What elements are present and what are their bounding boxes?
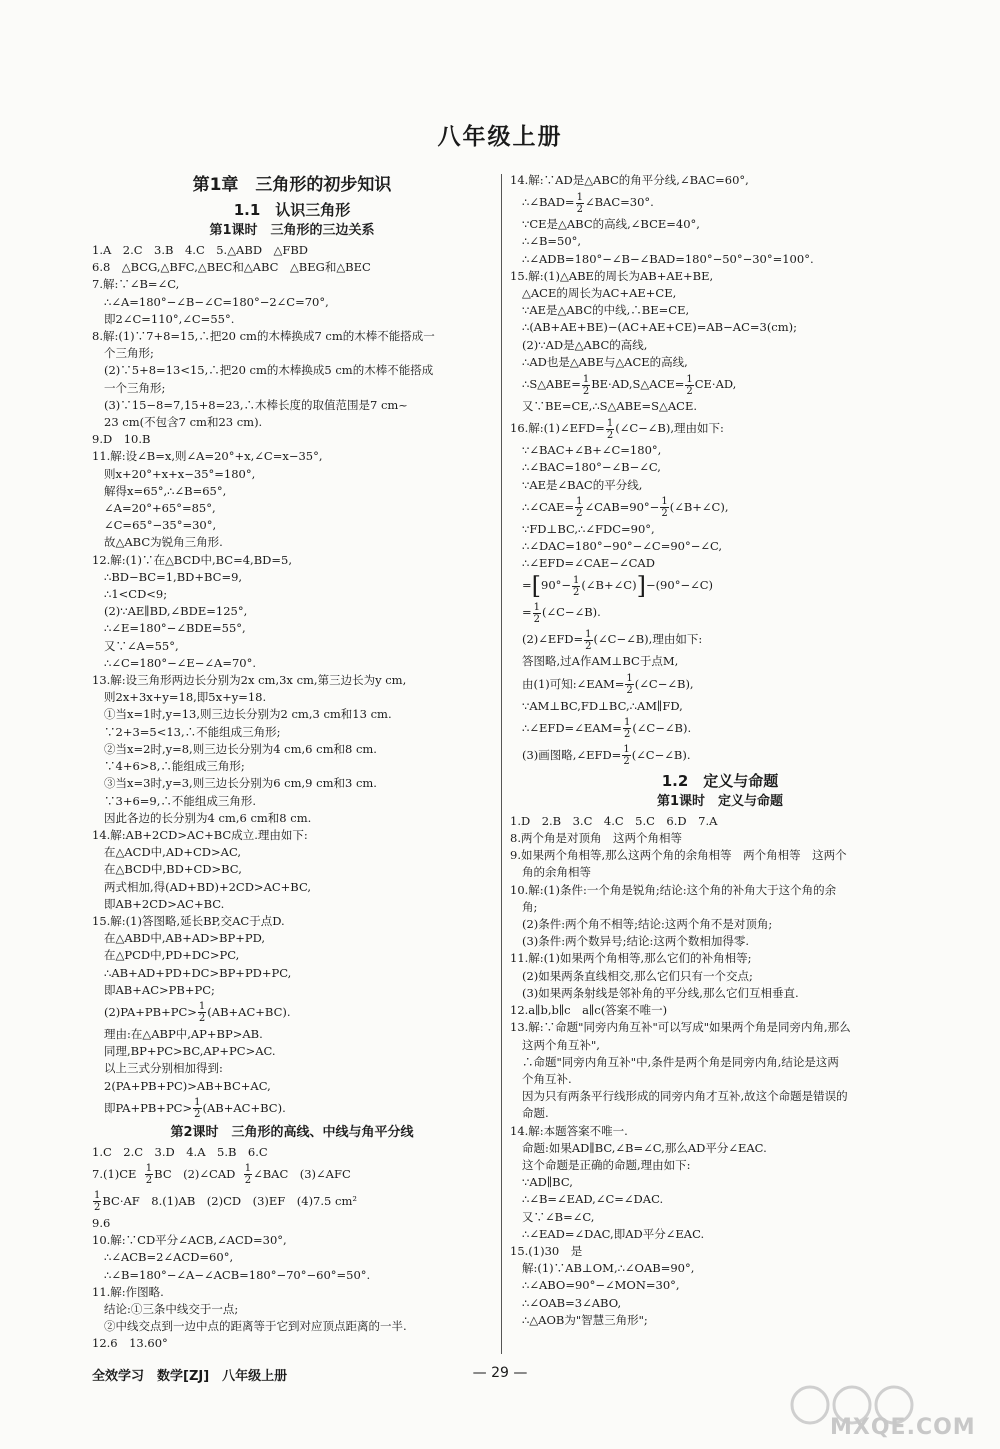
answer-line: 又∵∠A=55°, bbox=[104, 638, 179, 653]
answer-line: ∵2+3=5<13,∴不能组成三角形; bbox=[104, 724, 281, 739]
answer-line: $\frac{1}{2}$ BC·AF 8.(1)AB (2)CD (3)EF (4)7.5 cm² bbox=[94, 1190, 357, 1214]
answer-line: 10.解:(1)条件:一个角是锐角;结论:这个角的补角大于这个角的余 bbox=[510, 882, 837, 897]
answer-block-lesson2 bbox=[92, 1215, 492, 1353]
answer-block-q15 bbox=[510, 216, 930, 371]
answer-line: 结论:①三条中线交于一点; bbox=[104, 1301, 239, 1316]
fraction-half: $\frac{1}{2}$ bbox=[623, 744, 630, 768]
answer-line: 12.6 13.60° bbox=[92, 1336, 168, 1351]
answer-line: ∵∠BAC+∠B+∠C=180°, bbox=[522, 443, 662, 458]
answer-line: △ACE的周长为AC+AE+CE, bbox=[522, 286, 677, 301]
answer-line: (2)∵AE∥BD,∠BDE=125°, bbox=[104, 604, 248, 619]
answer-line: ∴∠C=180°−∠E−∠A=70°. bbox=[104, 655, 257, 670]
answer-line: 角; bbox=[522, 899, 538, 914]
answer-line: ∴∠BAC=180°−∠B−∠C, bbox=[522, 460, 661, 475]
answer-line: ②当x=2时,y=8,则三边长分别为4 cm,6 cm和8 cm. bbox=[104, 741, 377, 756]
answer-line: ∴AB+AD+PD+DC>BP+PD+PC, bbox=[104, 965, 292, 980]
answer-line: ∴∠DAC=180°−90°−∠C=90°−∠C, bbox=[522, 539, 723, 554]
answer-line: ∵CE是△ABC的高线,∠BCE=40°, bbox=[522, 217, 700, 232]
fraction-half: $\frac{1}{2}$ bbox=[623, 717, 631, 741]
answer-line: ∠A=20°+65°=85°, bbox=[104, 501, 216, 516]
section-title-1-2: 1.2 定义与命题 bbox=[661, 771, 779, 790]
answer-line: (3)如果两条射线是邻补角的平分线,那么它们互相垂直. bbox=[522, 985, 799, 1000]
answer-block-lesson1-cont bbox=[92, 1026, 492, 1095]
answer-block-section-1-2 bbox=[510, 813, 930, 1329]
answer-line: (3)条件:两个数异号;结论:这两个数相加得零. bbox=[522, 934, 750, 949]
answer-line: 在△PCD中,PD+DC>PC, bbox=[104, 948, 240, 963]
answer-line: (2)条件:两个角不相等;结论:这两个角不是对顶角; bbox=[522, 917, 773, 932]
answer-line: 15.解:(1)答图略,延长BP,交AC于点D. bbox=[92, 913, 285, 928]
answer-line: ∴∠B=180°−∠A−∠ACB=180°−70°−60°=50°. bbox=[104, 1267, 371, 1282]
answer-line: 在△BCD中,BD+CD>BC, bbox=[104, 862, 242, 877]
answer-line: 由(1)可知:∠EAM= $\frac{1}{2}$ (∠C−∠B), bbox=[522, 673, 694, 697]
answer-line: 命题:如果AD∥BC,∠B=∠C,那么AD平分∠EAC. bbox=[522, 1140, 767, 1155]
answer-block-q16 bbox=[510, 442, 930, 494]
answer-line: ①当x=1时,y=13,则三边长分别为2 cm,3 cm和13 cm. bbox=[104, 707, 392, 722]
answer-line: 则x+20°+x+x−35°=180°, bbox=[104, 466, 256, 481]
left-column bbox=[92, 172, 492, 1353]
answer-line: 命题. bbox=[522, 1106, 549, 1121]
answer-line: 14.解:∵AD是△ABC的角平分线,∠BAC=60°, bbox=[510, 173, 749, 187]
answer-line: 解得x=65°,∴∠B=65°, bbox=[104, 483, 227, 498]
answer-line: 15.解:(1)△ABE的周长为AB+AE+BE, bbox=[510, 268, 714, 283]
fraction-half: $\frac{1}{2}$ bbox=[686, 373, 693, 397]
answer-line: ∴∠EFD=∠CAE−∠CAD bbox=[522, 556, 655, 571]
fraction-half: $\frac{1}{2}$ bbox=[573, 574, 580, 598]
answer-line: 这个命题是正确的命题,理由如下: bbox=[522, 1157, 691, 1172]
answer-line: (3)∵15−8=7,15+8=23,∴木棒长度的取值范围是7 cm~ bbox=[104, 397, 408, 412]
answer-line: ∴△AOB为"智慧三角形"; bbox=[522, 1312, 648, 1327]
answer-line: 9.如果两个角相等,那么这两个角的余角相等 两个角相等 这两个 bbox=[510, 848, 847, 863]
fraction-half: $\frac{1}{2}$ bbox=[198, 1001, 206, 1025]
answer-line: ∴AD也是△ABE与△ACE的高线, bbox=[522, 354, 688, 369]
lesson-title-1-2: 第1课时 定义与命题 bbox=[656, 793, 784, 809]
answer-line: ∵4+6>8,∴能组成三角形; bbox=[104, 759, 245, 774]
answer-block-q14 bbox=[510, 172, 930, 189]
answer-line: 16.解:(1)∠EFD= $\frac{1}{2}$ (∠C−∠B),理由如下: bbox=[510, 417, 724, 441]
answer-line: 个三角形; bbox=[104, 346, 154, 361]
answer-line: 11.解:(1)如果两个角相等,那么它们的补角相等; bbox=[510, 951, 752, 966]
answer-line: ∵FD⊥BC,∴∠FDC=90°, bbox=[522, 521, 655, 536]
answer-line: ∴∠ABO=90°−∠MON=30°, bbox=[522, 1278, 680, 1293]
answer-line: 13.解:设三角形两边长分别为2x cm,3x cm,第三边长为y cm, bbox=[92, 673, 407, 688]
answer-block-lesson1 bbox=[92, 242, 492, 999]
answer-line: 角的余角相等 bbox=[522, 865, 591, 880]
fraction-half: $\frac{1}{2}$ bbox=[582, 373, 590, 397]
section-title-1-1: 1.1 认识三角形 bbox=[233, 201, 351, 219]
answer-line: (2)∵AD是△ABC的高线, bbox=[522, 337, 648, 352]
fraction-half: $\frac{1}{2}$ bbox=[576, 496, 583, 520]
fraction-half: $\frac{1}{2}$ bbox=[576, 191, 583, 215]
watermark-text: MXQE.COM bbox=[830, 1415, 976, 1440]
answer-block-q16-cont bbox=[510, 521, 930, 573]
answer-line: (2)∠EFD= $\frac{1}{2}$ (∠C−∠B),理由如下: bbox=[522, 628, 703, 652]
answer-line: 11.解:作图略. bbox=[92, 1284, 164, 1299]
answer-line: 1.C 2.C 3.D 4.A 5.B 6.C bbox=[92, 1144, 268, 1159]
answer-line: 即2∠C=110°,∠C=55°. bbox=[104, 311, 235, 326]
answer-line: 理由:在△ABP中,AP+BP>AB. bbox=[104, 1026, 263, 1041]
column-divider bbox=[501, 174, 502, 1354]
fraction-half: $\frac{1}{2}$ bbox=[94, 1190, 101, 1214]
answer-line: (2)如果两条直线相交,那么它们只有一个交点; bbox=[522, 968, 753, 983]
answer-line: 以上三式分别相加得到: bbox=[104, 1061, 223, 1076]
answer-line: 12.a∥b,b∥c a∥c(答案不唯一) bbox=[510, 1003, 668, 1018]
answer-line: ∴∠ADB=180°−∠B−∠BAD=180°−50°−30°=100°. bbox=[522, 251, 814, 266]
answer-line: ③当x=3时,y=3,则三边长分别为6 cm,9 cm和3 cm. bbox=[104, 776, 377, 791]
answer-line: 8.解:(1)∵7+8=15,∴把20 cm的木棒换成7 cm的木棒不能搭成一 bbox=[92, 329, 435, 344]
answer-line: 又∵BE=CE,∴S△ABE=S△ACE. bbox=[522, 399, 698, 414]
answer-line: 8.两个角是对顶角 这两个角相等 bbox=[510, 831, 682, 846]
answer-line: 13.解:∵命题"同旁内角互补"可以写成"如果两个角是同旁内角,那么 bbox=[510, 1020, 851, 1035]
answer-line: ∠C=65°−35°=30°, bbox=[104, 518, 217, 533]
answer-line: 因此各边的长分别为4 cm,6 cm和8 cm. bbox=[104, 810, 312, 825]
answer-line: 在△ABD中,AB+AD>BP+PD, bbox=[104, 931, 266, 946]
answer-line: 故△ABC为锐角三角形. bbox=[104, 535, 223, 550]
page-title: 八年级上册 bbox=[437, 124, 563, 150]
answer-line: ∴∠ACB=2∠ACD=60°, bbox=[104, 1250, 234, 1265]
answer-line: 又∵∠B=∠C, bbox=[522, 1209, 595, 1224]
fraction-half: $\frac{1}{2}$ bbox=[194, 1097, 201, 1121]
right-column bbox=[510, 172, 930, 1329]
answer-line: ∵3+6=9,∴不能组成三角形. bbox=[104, 793, 257, 808]
answer-line: ∴∠EFD=∠EAM= $\frac{1}{2}$ (∠C−∠B). bbox=[522, 717, 692, 741]
fraction-half: $\frac{1}{2}$ bbox=[145, 1163, 153, 1187]
lesson-title-2: 第2课时 三角形的高线、中线与角平分线 bbox=[170, 1124, 414, 1140]
answer-line: 则2x+3x+y=18,即5x+y=18. bbox=[104, 690, 267, 705]
answer-line: ∴∠B=∠EAD,∠C=∠DAC. bbox=[522, 1192, 664, 1207]
answer-line: (3)画图略,∠EFD= $\frac{1}{2}$ (∠C−∠B). bbox=[522, 744, 691, 768]
answer-line: 6.8 △BCG,△BFC,△BEC和△ABC △BEG和△BEC bbox=[92, 260, 371, 275]
answer-line: ②中线交点到一边中点的距离等于它到对应顶点距离的一半. bbox=[104, 1319, 407, 1334]
answer-line: 一个三角形; bbox=[104, 380, 166, 395]
answer-line: 15.(1)30 是 bbox=[510, 1243, 583, 1258]
answer-line: ∴∠CAE= $\frac{1}{2}$ ∠CAB=90°− $\frac{1}{2}$ (∠B+∠C), bbox=[522, 496, 729, 520]
answer-line: ∴∠OAB=3∠ABO, bbox=[522, 1295, 622, 1310]
answer-line: ∴∠A=180°−∠B−∠C=180°−2∠C=70°, bbox=[104, 294, 329, 309]
answer-line: 2(PA+PB+PC)>AB+BC+AC, bbox=[104, 1078, 271, 1093]
answer-line: 解:(1)∵AB⊥OM,∴∠OAB=90°, bbox=[522, 1261, 695, 1276]
answer-line: 1.D 2.B 3.C 4.C 5.C 6.D 7.A bbox=[510, 813, 718, 828]
answer-line: ∴∠EAD=∠DAC,即AD平分∠EAC. bbox=[522, 1226, 705, 1241]
answer-line: = $\frac{1}{2}$ (∠C−∠B). bbox=[522, 601, 601, 625]
answer-line: 23 cm(不包含7 cm和23 cm). bbox=[104, 415, 263, 430]
answer-line: ∵AD∥BC, bbox=[522, 1175, 573, 1190]
answer-line: 因为只有两条平行线形成的同旁内角才互补,故这个命题是错误的 bbox=[522, 1089, 848, 1104]
answer-line: 12.解:(1)∵在△BCD中,BC=4,BD=5, bbox=[92, 552, 292, 567]
fraction-half: $\frac{1}{2}$ bbox=[244, 1163, 252, 1187]
answer-line: ∴BD−BC=1,BD+BC=9, bbox=[104, 569, 243, 584]
answer-line: 7.(1)CE $\frac{1}{2}$ BC (2)∠CAD $\frac{1}{2}$ ∠BAC (3)∠AFC bbox=[92, 1163, 351, 1187]
answer-line: 即AB+2CD>AC+BC. bbox=[104, 896, 225, 911]
answer-line: 在△ACD中,AD+CD>AC, bbox=[104, 845, 241, 860]
answer-line: ∵AE是∠BAC的平分线, bbox=[522, 477, 643, 492]
answer-line: 个角互补. bbox=[522, 1071, 572, 1086]
answer-line: 这两个角互补", bbox=[522, 1037, 600, 1052]
answer-line: 14.解:AB+2CD>AC+BC成立.理由如下: bbox=[92, 827, 308, 842]
answer-line: 11.解:设∠B=x,则∠A=20°+x,∠C=x−35°, bbox=[92, 449, 323, 464]
answer-line: ∴∠BAD= $\frac{1}{2}$ ∠BAC=30°. bbox=[522, 191, 654, 215]
fraction-half: $\frac{1}{2}$ bbox=[585, 628, 592, 652]
answer-line: ∴1<CD<9; bbox=[104, 587, 168, 602]
page-number: — 29 — bbox=[472, 1365, 528, 1381]
fraction-half: $\frac{1}{2}$ bbox=[606, 417, 614, 441]
answer-line: ∴命题"同旁内角互补"中,条件是两个角是同旁内角,结论是这两 bbox=[522, 1054, 839, 1069]
answer-line: ∵AM⊥BC,FD⊥BC,∴AM∥FD, bbox=[522, 698, 683, 713]
answer-line: 7.解:∵∠B=∠C, bbox=[92, 277, 180, 292]
lesson-title-1: 第1课时 三角形的三边关系 bbox=[209, 223, 375, 238]
answer-line: 9.6 bbox=[92, 1215, 111, 1230]
answer-line: ∵AE是△ABC的中线,∴BE=CE, bbox=[522, 303, 690, 318]
answer-line: ∴∠B=50°, bbox=[522, 234, 582, 249]
answer-line: =[90°− $\frac{1}{2}$ (∠B+∠C)]−(90°−∠C) bbox=[522, 572, 714, 601]
footer-book-title: 全效学习 数学[ZJ] 八年级上册 bbox=[92, 1369, 288, 1384]
fraction-half: $\frac{1}{2}$ bbox=[533, 601, 541, 625]
fraction-half: $\frac{1}{2}$ bbox=[661, 496, 668, 520]
chapter-title: 第1章 三角形的初步知识 bbox=[192, 175, 392, 195]
answer-line: 即PA+PB+PC> $\frac{1}{2}$ (AB+AC+BC). bbox=[104, 1097, 286, 1121]
answer-line: 同理,BP+PC>BC,AP+PC>AC. bbox=[104, 1044, 276, 1059]
answer-line: ∴(AB+AE+BE)−(AC+AE+CE)=AB−AC=3(cm); bbox=[522, 320, 798, 335]
answer-line: ∴S△ABE= $\frac{1}{2}$ BE·AD,S△ACE= $\frac{1}{2}$ CE·AD, bbox=[522, 373, 737, 397]
answer-line: ∴∠E=180°−∠BDE=55°, bbox=[104, 621, 246, 636]
answer-line: 即AB+AC>PB+PC; bbox=[104, 982, 215, 997]
answer-line: 14.解:本题答案不唯一. bbox=[510, 1123, 628, 1138]
answer-line: 答图略,过A作AM⊥BC于点M, bbox=[522, 654, 679, 669]
fraction-half: $\frac{1}{2}$ bbox=[626, 673, 633, 697]
answer-line: 1.A 2.C 3.B 4.C 5.△ABD △FBD bbox=[92, 243, 309, 257]
answer-line: (2)∵5+8=13<15,∴把20 cm的木棒换成5 cm的木棒不能搭成 bbox=[104, 363, 434, 378]
answer-line: 10.解:∵CD平分∠ACB,∠ACD=30°, bbox=[92, 1233, 287, 1248]
answer-line: (2)PA+PB+PC> $\frac{1}{2}$ (AB+AC+BC). bbox=[104, 1001, 291, 1025]
answer-line: 两式相加,得(AD+BD)+2CD>AC+BC, bbox=[104, 879, 312, 894]
answer-line: 9.D 10.B bbox=[92, 432, 151, 447]
